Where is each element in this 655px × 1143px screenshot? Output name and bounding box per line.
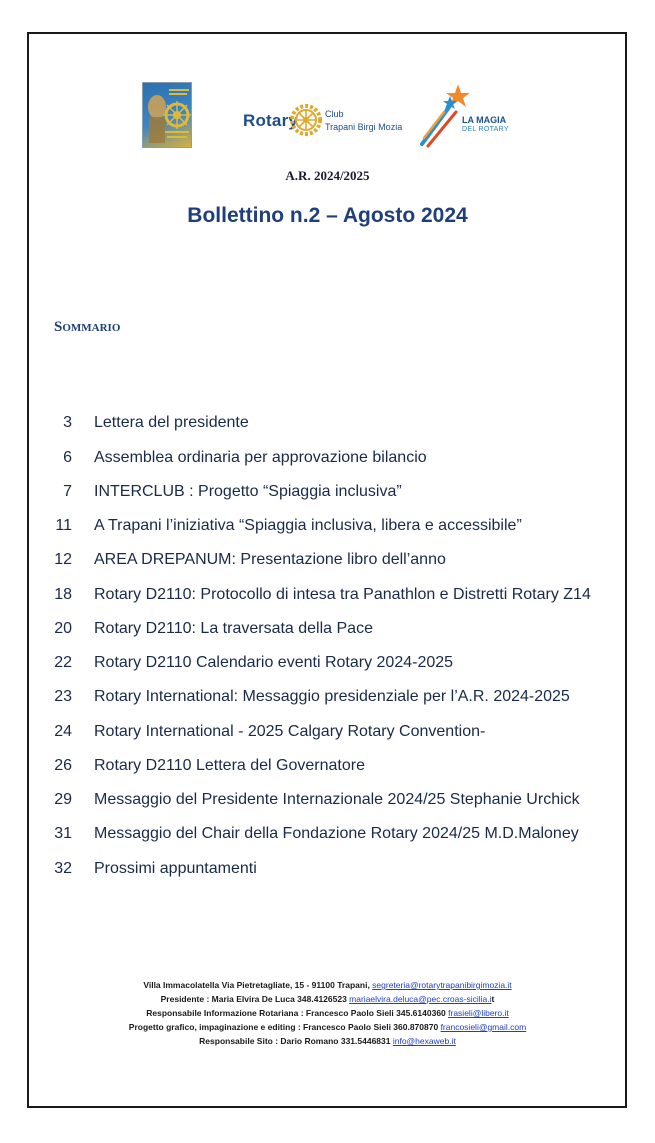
toc-entry-title: A Trapani l’iniziativa “Spiaggia inclusiva, libera e accessibile” (94, 517, 522, 534)
club-emblem-logo (142, 82, 192, 148)
toc-entry-title: Rotary D2110: La traversata della Pace (94, 620, 373, 637)
president-email-tail: t (491, 994, 495, 1004)
toc-page-number: 22 (54, 654, 72, 671)
toc-page-number: 11 (55, 517, 72, 534)
bulletin-title: Bollettino n.2 – Agosto 2024 (187, 204, 468, 227)
toc-page-number: 3 (63, 414, 72, 431)
footer-site-line (0, 1034, 655, 1048)
rotary-wordmark: Rotary (243, 111, 299, 130)
footer-design-credit: Progetto grafico, impaginazione e editing : Francesco Paolo Sieli 360.870870 (128, 1022, 441, 1032)
page-border (27, 32, 627, 1108)
footer-president-line (0, 992, 655, 1006)
toc-entry-title: Messaggio del Chair della Fondazione Rotary 2024/25 M.D.Maloney (94, 825, 579, 842)
footer-contacts (0, 978, 655, 1048)
toc-page-number: 12 (54, 551, 72, 568)
toc-page-number: 18 (54, 586, 72, 603)
footer-address-line (0, 978, 655, 992)
rotary-club-name: Trapani Birgi Mozia (325, 122, 403, 132)
toc-page-number: 24 (54, 723, 72, 740)
info-email-link[interactable]: frasieli@libero.it (448, 1008, 509, 1018)
la-magia-del-rotary-logo (420, 82, 530, 150)
toc-page-number: 32 (54, 860, 72, 877)
toc-entry-title: AREA DREPANUM: Presentazione libro dell’anno (94, 551, 446, 568)
rotary-club-label: Club (325, 109, 344, 119)
rotary-year: A.R. 2024/2025 (285, 168, 370, 183)
toc-page-number: 29 (54, 791, 72, 808)
toc-page-number: 7 (63, 483, 72, 500)
toc-entry-title: Rotary D2110 Calendario eventi Rotary 2024-2025 (94, 654, 454, 671)
summary-heading: Sommario (54, 319, 121, 335)
toc-page-number: 31 (54, 825, 72, 842)
toc-entry-title: Rotary D2110: Protocollo di intesa tra Panathlon e Distretti Rotary Z14 (94, 586, 591, 603)
magia-subtitle: DEL ROTARY (462, 126, 509, 133)
toc-entry-title: Lettera del presidente (94, 414, 249, 431)
footer-address: Villa Immacolatella Via Pietretagliate, 15 - 91100 Trapani, (143, 980, 373, 990)
design-email-link[interactable]: francosieli@gmail.com (440, 1022, 527, 1032)
toc-entry-title: Messaggio del Presidente Internazionale 2024/25 Stephanie Urchick (94, 791, 580, 808)
site-email-link[interactable]: info@hexaweb.it (392, 1036, 456, 1046)
toc-page-number: 6 (63, 449, 72, 466)
toc-page-number: 20 (54, 620, 72, 637)
toc-entry-title: Assemblea ordinaria per approvazione bilancio (94, 449, 427, 466)
rotary-wheel-icon (289, 103, 323, 137)
toc-entry-title: INTERCLUB : Progetto “Spiaggia inclusiva” (94, 483, 402, 500)
toc-entry-title: Prossimi appuntamenti (94, 860, 257, 877)
magia-title: LA MAGIA (462, 115, 507, 125)
footer-design-line (0, 1020, 655, 1034)
toc-entry-title: Rotary International - 2025 Calgary Rotary Convention- (94, 723, 486, 740)
footer-info-manager: Responsabile Informazione Rotariana : Francesco Paolo Sieli 345.6140360 (146, 1008, 449, 1018)
toc-page-number: 23 (54, 688, 72, 705)
toc-page-number: 26 (54, 757, 72, 774)
footer-site-manager: Responsabile Sito : Dario Romano 331.5446831 (199, 1036, 393, 1046)
footer-president: Presidente : Maria Elvira De Luca 348.4126523 (160, 994, 350, 1004)
toc-entry-title: Rotary D2110 Lettera del Governatore (94, 757, 365, 774)
rotary-club-logo (243, 101, 403, 141)
president-email-link[interactable]: mariaelvira.deluca@pec.croas-sicilia.i (349, 994, 492, 1004)
secretary-email-link[interactable]: segreteria@rotarytrapanibirgimozia.it (372, 980, 512, 990)
toc-entry-title: Rotary International: Messaggio presidenziale per l’A.R. 2024-2025 (94, 688, 570, 705)
footer-info-line (0, 1006, 655, 1020)
